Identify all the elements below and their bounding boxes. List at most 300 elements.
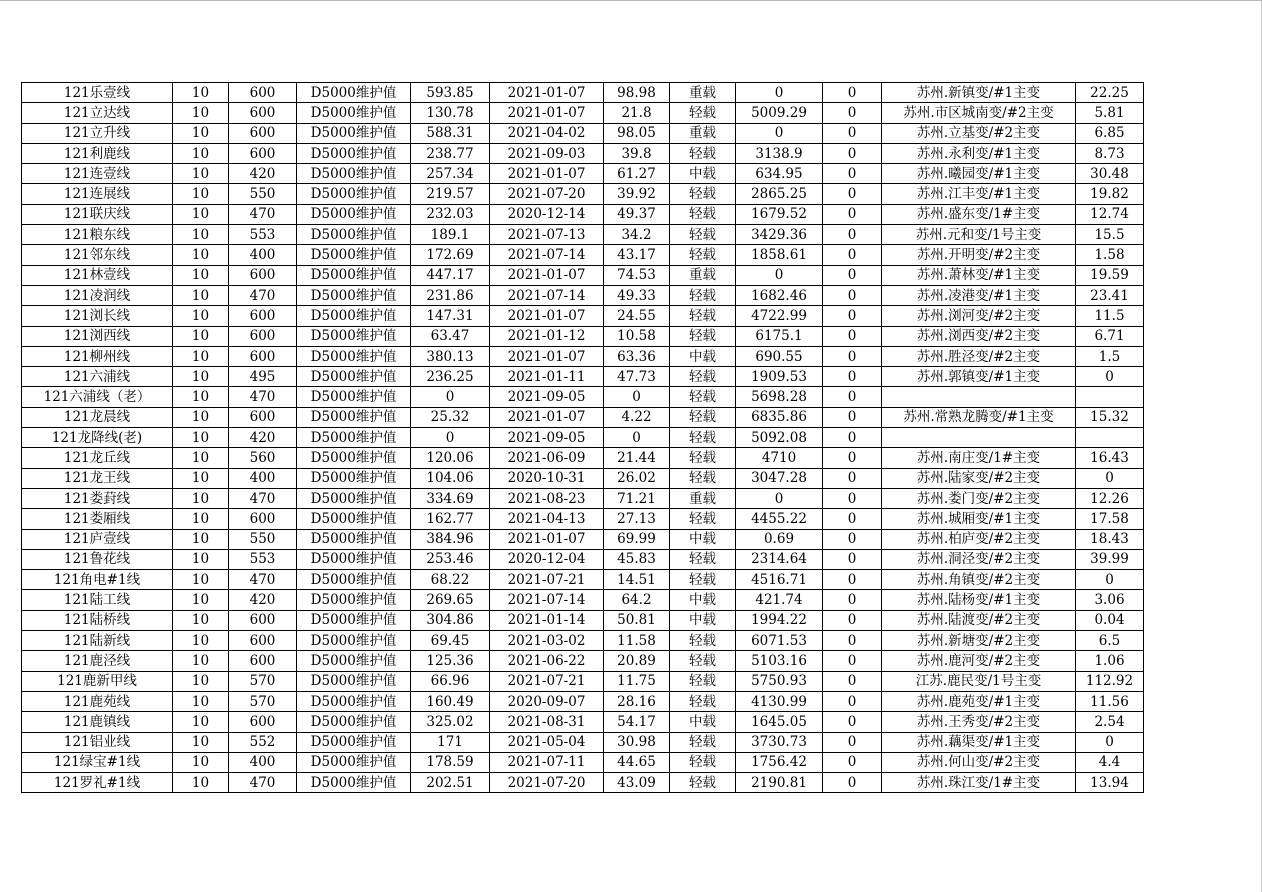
transformer-load-cell: 11.56 [1076, 691, 1144, 711]
load-level-cell: 轻载 [670, 204, 736, 224]
rated-current-cell: 600 [229, 143, 297, 163]
data-source-cell: D5000维护值 [297, 610, 411, 630]
line-name-cell: 121鹿新甲线 [22, 671, 173, 691]
transformer-load-cell: 1.06 [1076, 651, 1144, 671]
rated-current-cell: 495 [229, 367, 297, 387]
voltage-cell: 10 [173, 651, 229, 671]
transformer-cell [882, 387, 1076, 407]
load-level-cell: 中载 [670, 346, 736, 366]
data-source-cell: D5000维护值 [297, 225, 411, 245]
available-capacity-cell: 1756.42 [736, 752, 823, 772]
overload-count-cell: 0 [823, 407, 882, 427]
load-rate-cell: 50.81 [604, 610, 670, 630]
date-cell: 2021-07-21 [490, 570, 604, 590]
overload-count-cell: 0 [823, 671, 882, 691]
table-row [22, 631, 1144, 651]
overload-count-cell: 0 [823, 184, 882, 204]
rated-current-cell: 420 [229, 590, 297, 610]
data-source-cell: D5000维护值 [297, 164, 411, 184]
line-name-cell: 121角电#1线 [22, 570, 173, 590]
overload-count-cell: 0 [823, 691, 882, 711]
date-cell: 2021-06-09 [490, 448, 604, 468]
data-source-cell: D5000维护值 [297, 691, 411, 711]
load-level-cell: 轻载 [670, 367, 736, 387]
overload-count-cell: 0 [823, 164, 882, 184]
overload-count-cell: 0 [823, 225, 882, 245]
voltage-cell: 10 [173, 488, 229, 508]
date-cell: 2021-08-31 [490, 712, 604, 732]
date-cell: 2021-07-21 [490, 671, 604, 691]
line-name-cell: 121娄厢线 [22, 509, 173, 529]
data-source-cell: D5000维护值 [297, 367, 411, 387]
rated-current-cell: 420 [229, 164, 297, 184]
overload-count-cell: 0 [823, 306, 882, 326]
data-source-cell: D5000维护值 [297, 184, 411, 204]
max-current-cell: 0 [411, 428, 490, 448]
rated-current-cell: 470 [229, 204, 297, 224]
overload-count-cell: 0 [823, 732, 882, 752]
load-level-cell: 轻载 [670, 570, 736, 590]
load-level-cell: 轻载 [670, 306, 736, 326]
transformer-load-cell: 5.81 [1076, 103, 1144, 123]
rated-current-cell: 470 [229, 773, 297, 793]
transformer-load-cell: 8.73 [1076, 143, 1144, 163]
line-name-cell: 121立升线 [22, 123, 173, 143]
load-rate-cell: 71.21 [604, 488, 670, 508]
line-name-cell: 121鹿镇线 [22, 712, 173, 732]
transformer-load-cell: 17.58 [1076, 509, 1144, 529]
transformer-load-cell: 6.5 [1076, 631, 1144, 651]
rated-current-cell: 552 [229, 732, 297, 752]
transformer-load-cell: 1.5 [1076, 346, 1144, 366]
data-source-cell: D5000维护值 [297, 346, 411, 366]
data-source-cell: D5000维护值 [297, 752, 411, 772]
available-capacity-cell: 1909.53 [736, 367, 823, 387]
table-row [22, 509, 1144, 529]
transformer-cell: 苏州.盛东变/1#主变 [882, 204, 1076, 224]
transformer-cell: 苏州.浏西变/#2主变 [882, 326, 1076, 346]
overload-count-cell: 0 [823, 468, 882, 488]
date-cell: 2021-07-14 [490, 590, 604, 610]
max-current-cell: 189.1 [411, 225, 490, 245]
line-name-cell: 121娄葑线 [22, 488, 173, 508]
overload-count-cell: 0 [823, 285, 882, 305]
date-cell: 2021-04-02 [490, 123, 604, 143]
date-cell: 2021-01-07 [490, 83, 604, 103]
transformer-cell: 苏州.柏庐变/#2主变 [882, 529, 1076, 549]
transformer-load-cell: 0 [1076, 570, 1144, 590]
transformer-load-cell: 0.04 [1076, 610, 1144, 630]
max-current-cell: 238.77 [411, 143, 490, 163]
table-row [22, 143, 1144, 163]
load-level-cell: 轻载 [670, 387, 736, 407]
voltage-cell: 10 [173, 285, 229, 305]
transformer-load-cell: 39.99 [1076, 549, 1144, 569]
available-capacity-cell: 0.69 [736, 529, 823, 549]
table-row [22, 407, 1144, 427]
max-current-cell: 160.49 [411, 691, 490, 711]
table-row [22, 123, 1144, 143]
line-name-cell: 121乐壹线 [22, 83, 173, 103]
available-capacity-cell: 0 [736, 123, 823, 143]
transformer-load-cell: 30.48 [1076, 164, 1144, 184]
date-cell: 2021-05-04 [490, 732, 604, 752]
available-capacity-cell: 5092.08 [736, 428, 823, 448]
voltage-cell: 10 [173, 306, 229, 326]
data-source-cell: D5000维护值 [297, 265, 411, 285]
available-capacity-cell: 1994.22 [736, 610, 823, 630]
transformer-cell: 苏州.郭镇变/#1主变 [882, 367, 1076, 387]
date-cell: 2021-07-11 [490, 752, 604, 772]
line-name-cell: 121龙王线 [22, 468, 173, 488]
voltage-cell: 10 [173, 448, 229, 468]
transformer-cell: 苏州.角镇变/#2主变 [882, 570, 1076, 590]
table-row [22, 184, 1144, 204]
date-cell: 2021-09-05 [490, 387, 604, 407]
transformer-load-cell: 15.32 [1076, 407, 1144, 427]
transformer-cell: 苏州.元和变/1号主变 [882, 225, 1076, 245]
overload-count-cell: 0 [823, 610, 882, 630]
rated-current-cell: 600 [229, 346, 297, 366]
rated-current-cell: 600 [229, 103, 297, 123]
available-capacity-cell: 6071.53 [736, 631, 823, 651]
voltage-cell: 10 [173, 204, 229, 224]
voltage-cell: 10 [173, 752, 229, 772]
transformer-cell: 苏州.新镇变/#1主变 [882, 83, 1076, 103]
load-rate-cell: 74.53 [604, 265, 670, 285]
transformer-load-cell: 0 [1076, 732, 1144, 752]
load-level-cell: 轻载 [670, 225, 736, 245]
table-row [22, 387, 1144, 407]
table-row [22, 488, 1144, 508]
max-current-cell: 147.31 [411, 306, 490, 326]
date-cell: 2021-09-03 [490, 143, 604, 163]
data-source-cell: D5000维护值 [297, 326, 411, 346]
load-level-cell: 轻载 [670, 732, 736, 752]
max-current-cell: 304.86 [411, 610, 490, 630]
voltage-cell: 10 [173, 590, 229, 610]
voltage-cell: 10 [173, 712, 229, 732]
table-row [22, 225, 1144, 245]
data-source-cell: D5000维护值 [297, 712, 411, 732]
date-cell: 2021-01-07 [490, 346, 604, 366]
table-row [22, 164, 1144, 184]
voltage-cell: 10 [173, 123, 229, 143]
transformer-cell: 苏州.王秀变/#2主变 [882, 712, 1076, 732]
table-row [22, 245, 1144, 265]
available-capacity-cell: 1682.46 [736, 285, 823, 305]
transformer-cell: 江苏.鹿民变/1号主变 [882, 671, 1076, 691]
load-rate-cell: 34.2 [604, 225, 670, 245]
table-row [22, 326, 1144, 346]
load-level-cell: 轻载 [670, 285, 736, 305]
line-name-cell: 121立达线 [22, 103, 173, 123]
overload-count-cell: 0 [823, 143, 882, 163]
load-rate-cell: 20.89 [604, 651, 670, 671]
max-current-cell: 69.45 [411, 631, 490, 651]
load-level-cell: 重载 [670, 265, 736, 285]
available-capacity-cell: 6835.86 [736, 407, 823, 427]
voltage-cell: 10 [173, 326, 229, 346]
transformer-cell: 苏州.江丰变/#1主变 [882, 184, 1076, 204]
table-row [22, 468, 1144, 488]
transformer-load-cell: 4.4 [1076, 752, 1144, 772]
load-rate-cell: 98.98 [604, 83, 670, 103]
max-current-cell: 325.02 [411, 712, 490, 732]
transformer-cell: 苏州.萧林变/#1主变 [882, 265, 1076, 285]
transformer-cell: 苏州.立基变/#2主变 [882, 123, 1076, 143]
table-row [22, 83, 1144, 103]
line-name-cell: 121鹿苑线 [22, 691, 173, 711]
load-level-cell: 轻载 [670, 752, 736, 772]
voltage-cell: 10 [173, 387, 229, 407]
transformer-load-cell: 12.26 [1076, 488, 1144, 508]
overload-count-cell: 0 [823, 631, 882, 651]
voltage-cell: 10 [173, 143, 229, 163]
available-capacity-cell: 1858.61 [736, 245, 823, 265]
line-name-cell: 121粮东线 [22, 225, 173, 245]
max-current-cell: 257.34 [411, 164, 490, 184]
table-row [22, 285, 1144, 305]
rated-current-cell: 400 [229, 752, 297, 772]
transformer-load-cell: 3.06 [1076, 590, 1144, 610]
transformer-cell: 苏州.开明变/#2主变 [882, 245, 1076, 265]
line-name-cell: 121龙降线(老) [22, 428, 173, 448]
max-current-cell: 202.51 [411, 773, 490, 793]
max-current-cell: 593.85 [411, 83, 490, 103]
rated-current-cell: 600 [229, 651, 297, 671]
overload-count-cell: 0 [823, 590, 882, 610]
transformer-load-cell: 22.25 [1076, 83, 1144, 103]
voltage-cell: 10 [173, 225, 229, 245]
transformer-cell: 苏州.鹿河变/#2主变 [882, 651, 1076, 671]
data-source-cell: D5000维护值 [297, 468, 411, 488]
transformer-cell: 苏州.洞泾变/#2主变 [882, 549, 1076, 569]
rated-current-cell: 470 [229, 387, 297, 407]
data-source-cell: D5000维护值 [297, 671, 411, 691]
load-level-cell: 轻载 [670, 468, 736, 488]
table-row [22, 590, 1144, 610]
max-current-cell: 162.77 [411, 509, 490, 529]
rated-current-cell: 600 [229, 123, 297, 143]
load-rate-cell: 0 [604, 387, 670, 407]
load-rate-cell: 98.05 [604, 123, 670, 143]
data-source-cell: D5000维护值 [297, 103, 411, 123]
table-row [22, 204, 1144, 224]
page-edge-top [0, 0, 1262, 1]
transformer-cell: 苏州.市区城南变/#2主变 [882, 103, 1076, 123]
rated-current-cell: 553 [229, 549, 297, 569]
voltage-cell: 10 [173, 529, 229, 549]
voltage-cell: 10 [173, 732, 229, 752]
date-cell: 2021-01-14 [490, 610, 604, 630]
voltage-cell: 10 [173, 570, 229, 590]
available-capacity-cell: 3047.28 [736, 468, 823, 488]
max-current-cell: 232.03 [411, 204, 490, 224]
line-name-cell: 121陆新线 [22, 631, 173, 651]
rated-current-cell: 470 [229, 285, 297, 305]
load-rate-cell: 49.37 [604, 204, 670, 224]
transformer-load-cell: 2.54 [1076, 712, 1144, 732]
max-current-cell: 0 [411, 387, 490, 407]
table-row [22, 428, 1144, 448]
load-level-cell: 轻载 [670, 143, 736, 163]
voltage-cell: 10 [173, 346, 229, 366]
load-level-cell: 轻载 [670, 651, 736, 671]
load-level-cell: 轻载 [670, 407, 736, 427]
load-level-cell: 轻载 [670, 184, 736, 204]
line-name-cell: 121庐壹线 [22, 529, 173, 549]
load-rate-cell: 44.65 [604, 752, 670, 772]
voltage-cell: 10 [173, 691, 229, 711]
date-cell: 2021-08-23 [490, 488, 604, 508]
overload-count-cell: 0 [823, 448, 882, 468]
available-capacity-cell: 5750.93 [736, 671, 823, 691]
date-cell: 2021-01-12 [490, 326, 604, 346]
load-rate-cell: 14.51 [604, 570, 670, 590]
max-current-cell: 384.96 [411, 529, 490, 549]
available-capacity-cell: 1645.05 [736, 712, 823, 732]
voltage-cell: 10 [173, 509, 229, 529]
table-row [22, 691, 1144, 711]
table-row [22, 671, 1144, 691]
transformer-load-cell: 12.74 [1076, 204, 1144, 224]
rated-current-cell: 600 [229, 83, 297, 103]
transformer-load-cell: 0 [1076, 367, 1144, 387]
line-name-cell: 121陆工线 [22, 590, 173, 610]
date-cell: 2021-09-05 [490, 428, 604, 448]
line-name-cell: 121铝业线 [22, 732, 173, 752]
line-name-cell: 121鹿泾线 [22, 651, 173, 671]
load-level-cell: 中载 [670, 590, 736, 610]
load-level-cell: 轻载 [670, 631, 736, 651]
voltage-cell: 10 [173, 549, 229, 569]
line-name-cell: 121鲁花线 [22, 549, 173, 569]
data-source-cell: D5000维护值 [297, 306, 411, 326]
rated-current-cell: 570 [229, 671, 297, 691]
date-cell: 2020-09-07 [490, 691, 604, 711]
load-level-cell: 中载 [670, 610, 736, 630]
load-rate-cell: 43.09 [604, 773, 670, 793]
available-capacity-cell: 3730.73 [736, 732, 823, 752]
rated-current-cell: 600 [229, 509, 297, 529]
line-name-cell: 121罗礼#1线 [22, 773, 173, 793]
date-cell: 2021-01-07 [490, 103, 604, 123]
line-name-cell: 121连展线 [22, 184, 173, 204]
overload-count-cell: 0 [823, 103, 882, 123]
transformer-cell: 苏州.娄门变/#2主变 [882, 488, 1076, 508]
table-row [22, 306, 1144, 326]
rated-current-cell: 470 [229, 488, 297, 508]
load-level-cell: 重载 [670, 488, 736, 508]
data-source-cell: D5000维护值 [297, 732, 411, 752]
available-capacity-cell: 3138.9 [736, 143, 823, 163]
data-source-cell: D5000维护值 [297, 387, 411, 407]
feeder-load-table [21, 82, 1144, 793]
voltage-cell: 10 [173, 103, 229, 123]
overload-count-cell: 0 [823, 387, 882, 407]
transformer-load-cell: 13.94 [1076, 773, 1144, 793]
available-capacity-cell: 5698.28 [736, 387, 823, 407]
max-current-cell: 66.96 [411, 671, 490, 691]
transformer-load-cell [1076, 387, 1144, 407]
rated-current-cell: 600 [229, 712, 297, 732]
rated-current-cell: 600 [229, 306, 297, 326]
load-level-cell: 轻载 [670, 691, 736, 711]
rated-current-cell: 570 [229, 691, 297, 711]
available-capacity-cell: 421.74 [736, 590, 823, 610]
transformer-cell: 苏州.陆杨变/#1主变 [882, 590, 1076, 610]
load-level-cell: 重载 [670, 123, 736, 143]
rated-current-cell: 560 [229, 448, 297, 468]
load-level-cell: 轻载 [670, 103, 736, 123]
voltage-cell: 10 [173, 671, 229, 691]
date-cell: 2021-07-14 [490, 245, 604, 265]
load-rate-cell: 39.92 [604, 184, 670, 204]
line-name-cell: 121凌润线 [22, 285, 173, 305]
overload-count-cell: 0 [823, 123, 882, 143]
data-source-cell: D5000维护值 [297, 245, 411, 265]
data-source-cell: D5000维护值 [297, 590, 411, 610]
load-level-cell: 轻载 [670, 448, 736, 468]
transformer-load-cell: 15.5 [1076, 225, 1144, 245]
load-level-cell: 轻载 [670, 671, 736, 691]
line-name-cell: 121林壹线 [22, 265, 173, 285]
available-capacity-cell: 4710 [736, 448, 823, 468]
load-level-cell: 轻载 [670, 245, 736, 265]
overload-count-cell: 0 [823, 712, 882, 732]
date-cell: 2021-07-20 [490, 773, 604, 793]
date-cell: 2021-01-07 [490, 265, 604, 285]
voltage-cell: 10 [173, 428, 229, 448]
transformer-load-cell: 112.92 [1076, 671, 1144, 691]
available-capacity-cell: 1679.52 [736, 204, 823, 224]
date-cell: 2020-10-31 [490, 468, 604, 488]
table-row [22, 651, 1144, 671]
line-name-cell: 121柳州线 [22, 346, 173, 366]
available-capacity-cell: 4722.99 [736, 306, 823, 326]
max-current-cell: 172.69 [411, 245, 490, 265]
load-rate-cell: 10.58 [604, 326, 670, 346]
voltage-cell: 10 [173, 245, 229, 265]
voltage-cell: 10 [173, 83, 229, 103]
data-source-cell: D5000维护值 [297, 488, 411, 508]
max-current-cell: 447.17 [411, 265, 490, 285]
voltage-cell: 10 [173, 164, 229, 184]
max-current-cell: 171 [411, 732, 490, 752]
overload-count-cell: 0 [823, 488, 882, 508]
line-name-cell: 121连壹线 [22, 164, 173, 184]
voltage-cell: 10 [173, 184, 229, 204]
load-rate-cell: 11.75 [604, 671, 670, 691]
transformer-cell: 苏州.浏河变/#2主变 [882, 306, 1076, 326]
available-capacity-cell: 634.95 [736, 164, 823, 184]
load-level-cell: 中载 [670, 529, 736, 549]
load-level-cell: 轻载 [670, 428, 736, 448]
transformer-cell: 苏州.珠江变/1#主变 [882, 773, 1076, 793]
max-current-cell: 588.31 [411, 123, 490, 143]
rated-current-cell: 553 [229, 225, 297, 245]
load-rate-cell: 21.44 [604, 448, 670, 468]
transformer-load-cell: 19.59 [1076, 265, 1144, 285]
transformer-cell: 苏州.永利变/#1主变 [882, 143, 1076, 163]
available-capacity-cell: 2314.64 [736, 549, 823, 569]
overload-count-cell: 0 [823, 428, 882, 448]
available-capacity-cell: 0 [736, 83, 823, 103]
overload-count-cell: 0 [823, 651, 882, 671]
data-source-cell: D5000维护值 [297, 83, 411, 103]
table-row [22, 610, 1144, 630]
